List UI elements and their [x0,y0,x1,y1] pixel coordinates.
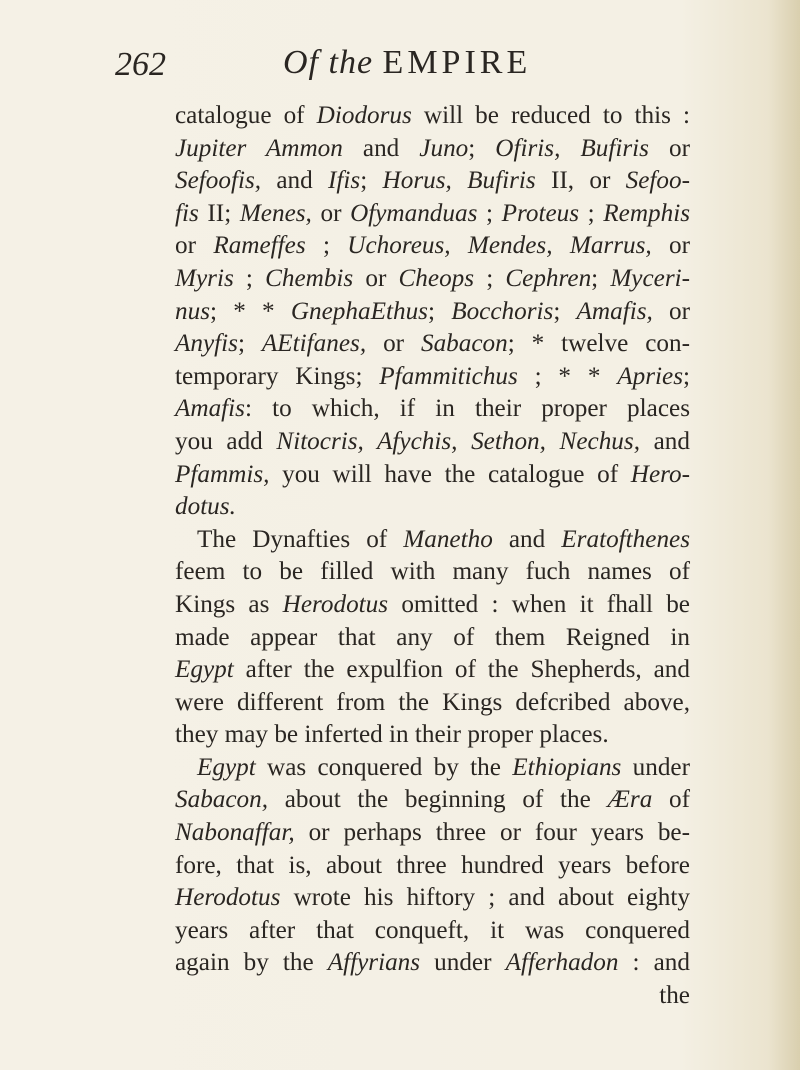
roman-text: ; [427,297,452,325]
text-line [175,556,690,589]
text-line [175,654,690,687]
italic-text: Ethiopians [512,753,622,781]
roman-text: omitted : when it fhall be [388,590,690,618]
roman-text: again by the [175,949,328,977]
roman-text: ; [683,362,690,390]
roman-text: wrote his hiftory ; and about eighty [280,884,690,912]
italic-text: Pfammitichus [379,362,518,390]
italic-text: Proteus [501,199,580,227]
italic-text: Ofiris, Bufiris [495,134,649,162]
italic-text: Cephren [505,264,592,292]
text-line [175,752,690,785]
italic-text: Sabacon, [175,786,269,814]
text-line [175,198,690,231]
roman-text: ; [553,297,577,325]
italic-text: Juno [419,134,469,162]
text-line [175,361,690,394]
roman-text: feem to be filled with many fuch names of [175,558,690,586]
roman-text: II; [198,199,240,227]
text-line [175,850,690,883]
italic-text: nus [175,297,210,325]
italic-text: Eratofthenes [561,525,691,553]
text-line [175,393,690,426]
text-line [175,263,690,296]
roman-text: ; * * [210,297,291,325]
italic-text: Manetho [403,525,493,553]
italic-text: Apries [617,362,683,390]
page-header [0,40,800,100]
italic-text: Chembis [265,264,354,292]
roman-text: years after that conqueft, it was conquered [175,916,690,944]
roman-text: or [175,232,214,260]
text-line [175,491,690,524]
roman-text: about the beginning of the [268,786,608,814]
italic-text: fis [175,199,199,227]
roman-text: or [366,330,421,358]
text-line [175,133,690,166]
roman-text: you will have the catalogue of [269,460,631,488]
roman-text: ; [233,264,266,292]
roman-text: they may be inferted in their proper places. [175,721,609,749]
italic-text: GnephaEthus [290,297,428,325]
roman-text: ; [360,167,383,195]
roman-text: Kings as [175,590,283,618]
roman-text: and [492,525,562,553]
text-line [175,947,690,980]
italic-text: Hero- [630,460,690,488]
roman-text: ; * twelve con- [507,330,691,358]
page-number: 262 [115,46,166,83]
roman-text: or [652,297,691,325]
text-line [175,622,690,655]
roman-text: made appear that any of them Reigned in [175,623,690,651]
text-line [175,589,690,622]
italic-text: Pfammis, [175,460,270,488]
italic-text: Myris [175,264,234,292]
italic-text: Nitocris, Afychis, Sethon, Nechus, [276,427,640,455]
roman-text: ; [591,264,611,292]
italic-text: Jupiter Ammon [175,134,343,162]
italic-text: Uchoreus, Mendes, Marrus, [347,232,652,260]
text-line [175,817,690,850]
italic-text: Diodorus [316,102,412,129]
italic-text: Ofymanduas [350,199,478,227]
roman-text: and [261,167,329,195]
running-head [283,44,531,82]
italic-text: dotus. [175,493,236,521]
roman-text: under [420,949,506,977]
roman-text: were different from the Kings defcribed above, [175,688,690,716]
italic-text: Rameffes [213,232,306,260]
roman-text: temporary Kings; [175,362,380,390]
roman-text: of [652,786,690,814]
italic-text: Cheops [398,264,475,292]
roman-text: or perhaps three or four years be- [294,819,690,847]
text-line [175,165,690,198]
roman-text: or [353,264,399,292]
roman-text: will be reduced to this : [411,102,690,129]
italic-text: AEtifanes, [261,330,367,358]
roman-text: and [342,134,420,162]
italic-text: Æra [607,786,653,814]
italic-text: Egypt [175,656,234,684]
italic-text: Remphis [603,199,690,227]
italic-text: Horus, Bufiris [382,167,536,195]
roman-text: ; [474,264,506,292]
roman-text: ; [477,199,502,227]
italic-text: Egypt [197,753,256,781]
text-line [175,687,690,720]
italic-text: Herodotus [175,884,281,912]
roman-text: or [648,134,690,162]
roman-text: ; [468,134,496,162]
roman-text: catalogue of [175,102,317,129]
roman-text: II, or [535,167,626,195]
running-head-caps: EMPIRE [382,44,532,81]
italic-text: Myceri- [610,264,691,292]
italic-text: Amafis, [576,297,653,325]
italic-text: Sefoofis, [175,167,262,195]
italic-text: Amafis [175,395,245,423]
italic-text: Herodotus [282,590,389,618]
text-line [175,784,690,817]
text-line [175,524,690,557]
italic-text: Sefoo- [625,167,690,195]
text-line [175,100,690,133]
roman-text: or [651,232,691,260]
roman-text: The Dynafties of [197,525,404,553]
italic-text: Anyfis [175,330,238,358]
italic-text: Bocchoris [451,297,554,325]
roman-text: was conquered by the [255,753,513,781]
text-line [175,459,690,492]
roman-text: : to which, if in their proper places [244,395,690,423]
text-line [175,328,690,361]
roman-text: and [640,427,690,455]
running-head-italic: Of the [283,44,374,81]
italic-text: Affyrians [327,949,421,977]
italic-text: Nabonaffar, [175,819,295,847]
roman-text: the [659,982,690,1010]
roman-text: ; * * [517,362,618,390]
text-line [175,719,690,752]
roman-text: : and [618,949,690,977]
text-line [175,915,690,948]
roman-text: after the expulfion of the Shepherds, and [233,656,690,684]
text-line [175,882,690,915]
roman-text: ; [305,232,348,260]
text-line [175,426,690,459]
italic-text: Sabacon [420,330,508,358]
italic-text: Menes, [239,199,312,227]
italic-text: Ifis [328,167,361,195]
roman-text: ; [237,330,262,358]
text-line [175,980,690,1013]
roman-text: ; [579,199,604,227]
roman-text: you add [175,427,277,455]
italic-text: Afferhadon [505,949,619,977]
text-line [175,296,690,329]
roman-text: fore, that is, about three hundred years before [175,851,690,879]
roman-text: or [311,199,351,227]
roman-text: under [621,753,690,781]
body-text [175,100,690,1013]
text-line [175,230,690,263]
